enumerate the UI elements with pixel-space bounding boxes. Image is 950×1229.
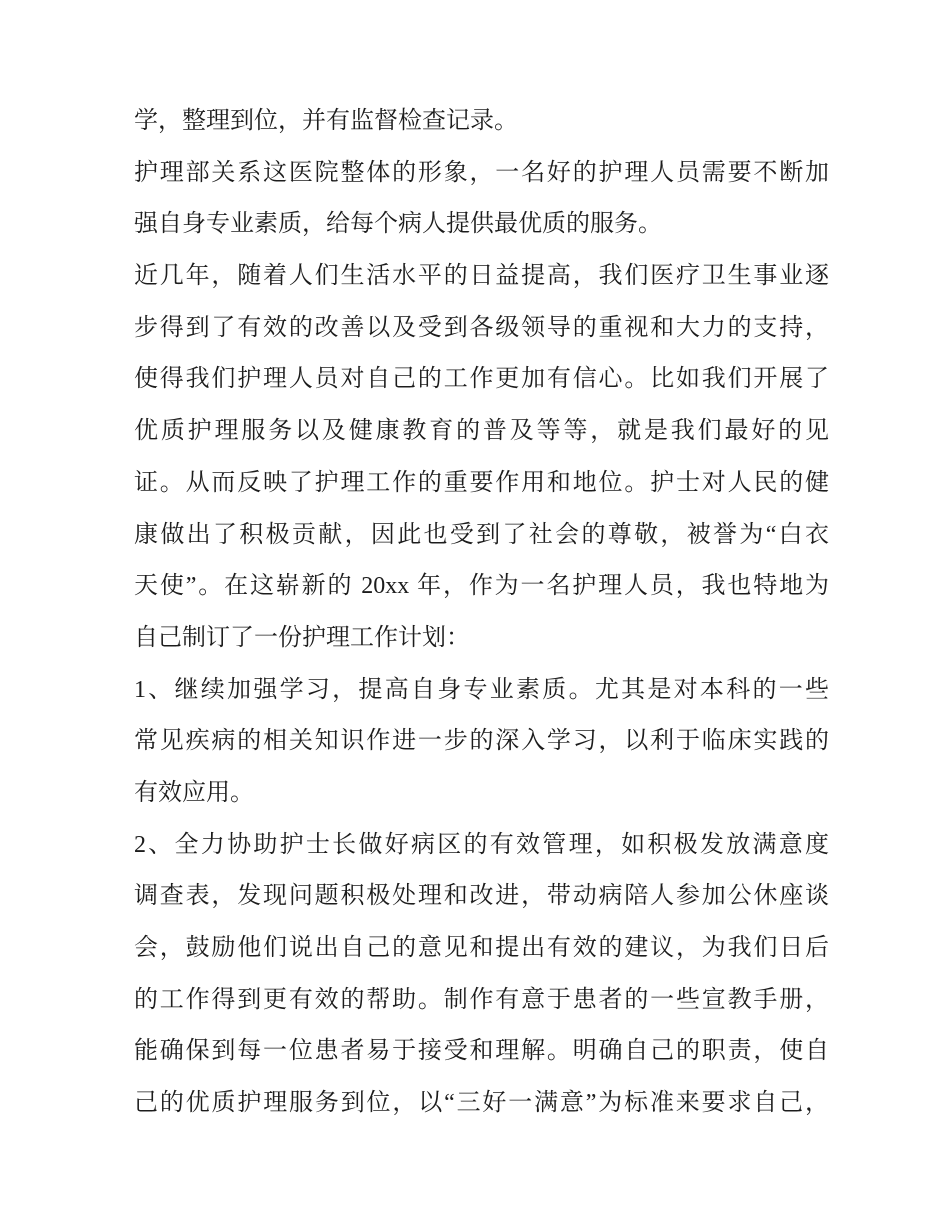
text-line: 能确保到每一位患者易于接受和理解。明确自己的职责，使自 xyxy=(134,1038,829,1065)
text-line: 强自身专业素质，给每个病人提供最优质的服务。 xyxy=(134,211,662,238)
text-line: 优质护理服务以及健康教育的普及等等，就是我们最好的见 xyxy=(134,418,829,445)
text-line: 近几年，随着人们生活水平的日益提高，我们医疗卫生事业逐 xyxy=(134,263,829,290)
document-page xyxy=(134,96,829,1130)
text-line: 2、全力协助护士长做好病区的有效管理，如积极发放满意度 xyxy=(134,831,829,858)
text-line: 自己制订了一份护理工作计划： xyxy=(134,624,470,651)
text-line: 1、继续加强学习，提高自身专业素质。尤其是对本科的一些 xyxy=(134,676,829,703)
text-line: 康做出了积极贡献，因此也受到了社会的尊敬，被誉为“白衣 xyxy=(134,521,829,548)
text-line: 学，整理到位，并有监督检查记录。 xyxy=(134,108,518,134)
text-line: 常见疾病的相关知识作进一步的深入学习，以利于临床实践的 xyxy=(134,728,829,755)
text-line: 护理部关系这医院整体的形象，一名好的护理人员需要不断加 xyxy=(134,159,829,186)
text-line: 天使”。在这崭新的 20xx 年，作为一名护理人员，我也特地为 xyxy=(134,573,829,600)
text-line: 己的优质护理服务到位，以“三好一满意”为标准来要求自己， xyxy=(134,1090,829,1117)
text-line: 会，鼓励他们说出自己的意见和提出有效的建议，为我们日后 xyxy=(134,935,829,961)
text-line: 有效应用。 xyxy=(134,779,254,806)
text-line: 证。从而反映了护理工作的重要作用和地位。护士对人民的健 xyxy=(134,469,829,496)
text-line: 步得到了有效的改善以及受到各级领导的重视和大力的支持， xyxy=(134,314,829,341)
text-line: 调查表，发现问题积极处理和改进，带动病陪人参加公休座谈 xyxy=(134,883,829,910)
text-line: 使得我们护理人员对自己的工作更加有信心。比如我们开展了 xyxy=(134,366,829,393)
text-line: 的工作得到更有效的帮助。制作有意于患者的一些宣教手册， xyxy=(134,986,829,1013)
